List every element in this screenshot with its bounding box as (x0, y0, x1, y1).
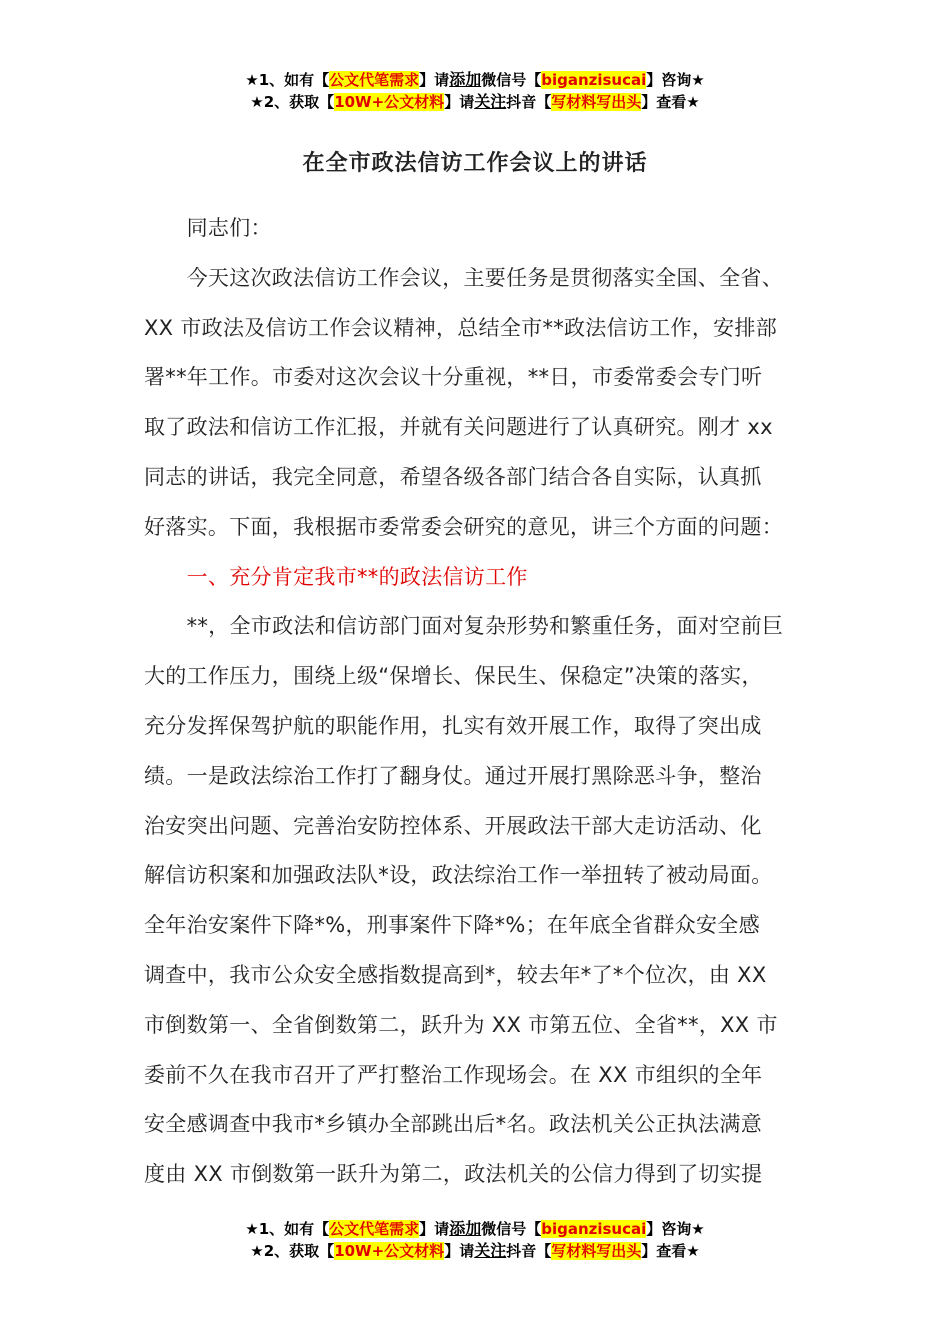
banner-line-2 (0, 91, 950, 113)
banner-line-1 (0, 69, 950, 91)
top-banner (0, 69, 950, 113)
banner-text: 微信号【 (481, 71, 542, 89)
body-line: 署**年工作。市委对这次会议十分重视，**日，市委常委会专门听 (144, 365, 763, 390)
body-line: 市倒数第一、全省倒数第二，跃升为 XX 市第五位、全省**，XX 市 (144, 1012, 778, 1037)
banner-text: 】请 (444, 1242, 475, 1260)
banner-text: 抖音【 (506, 93, 552, 111)
banner-text: ★1、如有【 (245, 71, 330, 89)
section-heading: 一、充分肯定我市**的政法信访工作 (144, 564, 528, 589)
body-line: 大的工作压力，围绕上级“保增长、保民生、保稳定”决策的落实， (144, 664, 763, 689)
banner-highlight: 10W+公文材料 (334, 93, 445, 111)
banner-text: 】查看★ (641, 93, 700, 111)
banner-text: 】请 (419, 1220, 450, 1238)
banner-text: 】查看★ (641, 1242, 700, 1260)
banner-text: 】请 (419, 71, 450, 89)
banner-line-1 (0, 1218, 950, 1240)
banner-text: 】咨询★ (646, 1220, 705, 1238)
banner-underline: 添加 (449, 1219, 482, 1238)
banner-underline: 添加 (449, 70, 482, 89)
body-line: 委前不久在我市召开了严打整治工作现场会。在 XX 市组织的全年 (144, 1062, 763, 1087)
banner-text: ★2、获取【 (250, 1242, 335, 1260)
banner-text: ★1、如有【 (245, 1220, 330, 1238)
body-line: 取了政法和信访工作汇报，并就有关问题进行了认真研究。刚才 xx (144, 415, 773, 440)
banner-highlight: 10W+公文材料 (334, 1242, 445, 1260)
douyin-account[interactable]: 写材料写出头 (551, 1242, 642, 1260)
wechat-id[interactable]: biganzisucai (541, 71, 647, 89)
banner-underline: 关注 (474, 92, 507, 111)
body-line: XX 市政法及信访工作会议精神，总结全市**政法信访工作，安排部 (144, 315, 778, 340)
body-line: 度由 XX 市倒数第一跃升为第二，政法机关的公信力得到了切实提 (144, 1162, 763, 1187)
body-line: 调查中，我市公众安全感指数提高到*，较去年*了*个位次，由 XX (144, 962, 767, 987)
body-line: 治安突出问题、完善治安防控体系、开展政法干部大走访活动、化 (144, 813, 762, 838)
banner-text: 抖音【 (506, 1242, 552, 1260)
banner-text: 】请 (444, 93, 475, 111)
body-line: 同志的讲话，我完全同意，希望各级各部门结合各自实际，认真抓 (144, 464, 762, 489)
body-line: 好落实。下面，我根据市委常委会研究的意见，讲三个方面的问题： (144, 514, 783, 539)
body-line: 充分发挥保驾护航的职能作用，扎实有效开展工作，取得了突出成 (144, 713, 762, 738)
banner-underline: 关注 (474, 1241, 507, 1260)
banner-highlight: 公文代笔需求 (329, 1220, 420, 1238)
body-line: **，全市政法和信访部门面对复杂形势和繁重任务，面对空前巨 (144, 614, 784, 639)
salutation: 同志们： (144, 216, 272, 240)
body-line: 绩。一是政法综治工作打了翻身仗。通过开展打黑除恶斗争，整治 (144, 763, 762, 788)
banner-text: 微信号【 (481, 1220, 542, 1238)
document-body (144, 204, 816, 1200)
document-title: 在全市政法信访工作会议上的讲话 (302, 151, 648, 176)
body-line: 今天这次政法信访工作会议，主要任务是贯彻落实全国、全省、 (144, 265, 783, 290)
douyin-account[interactable]: 写材料写出头 (551, 93, 642, 111)
banner-highlight: 公文代笔需求 (329, 71, 420, 89)
body-line: 全年治安案件下降*%，刑事案件下降*%；在年底全省群众安全感 (144, 913, 760, 938)
banner-text: 】咨询★ (646, 71, 705, 89)
banner-line-2 (0, 1240, 950, 1262)
wechat-id[interactable]: biganzisucai (541, 1220, 647, 1238)
bottom-banner (0, 1218, 950, 1262)
body-line: 解信访积案和加强政法队*设，政法综治工作一举扭转了被动局面。 (144, 863, 773, 888)
body-line: 安全感调查中我市*乡镇办全部跳出后*名。政法机关公正执法满意 (144, 1112, 762, 1137)
banner-text: ★2、获取【 (250, 93, 335, 111)
